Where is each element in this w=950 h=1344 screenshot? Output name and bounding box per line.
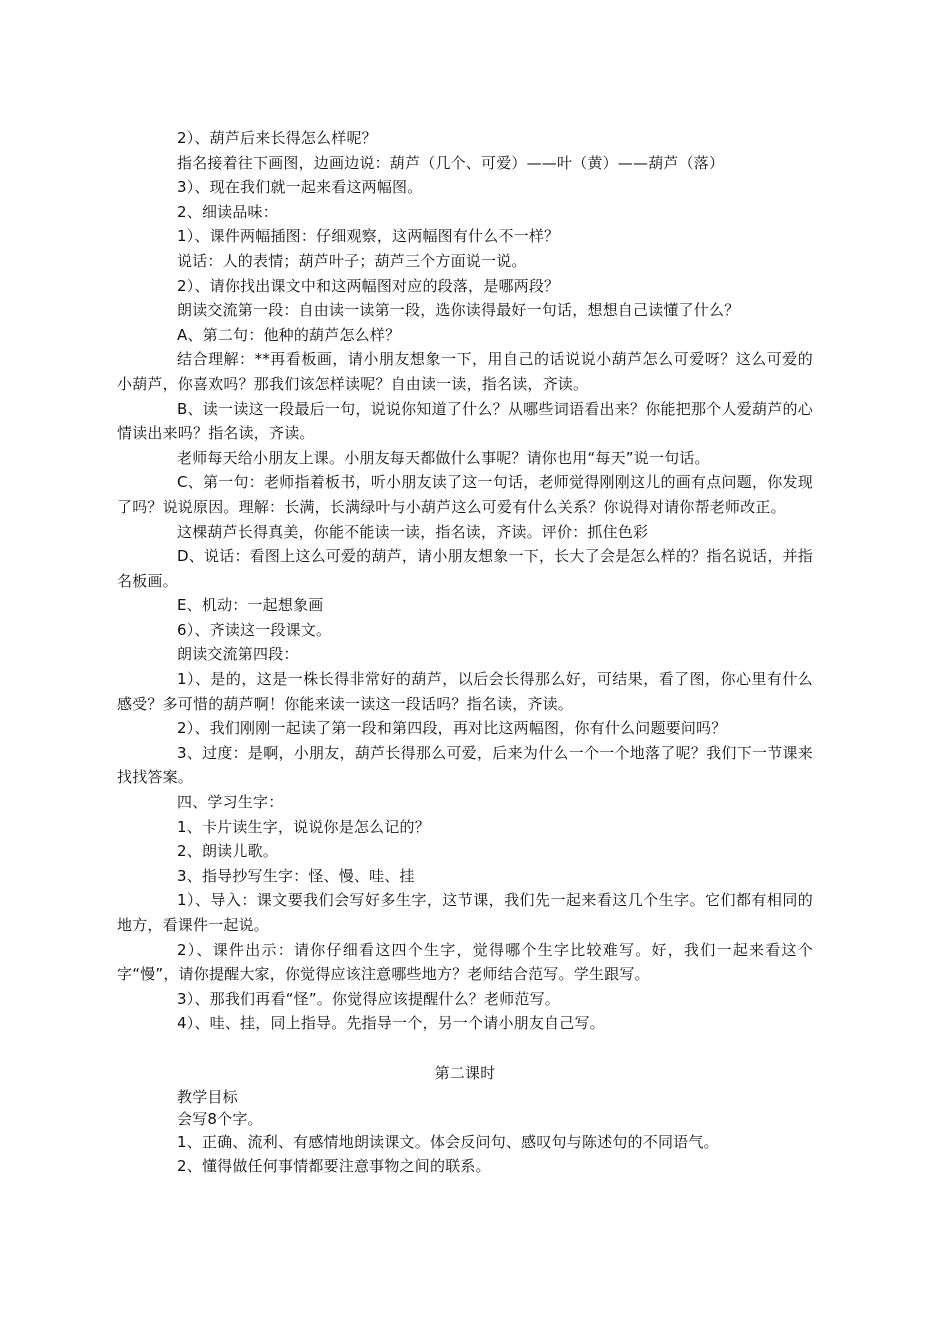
paragraph: 2、朗读儿歌。 xyxy=(177,842,278,861)
paragraph: 3、指导抄写生字：怪、慢、哇、挂 xyxy=(177,866,415,885)
paragraph: 会写8个字。 xyxy=(177,1109,263,1128)
paragraph: 教学目标 xyxy=(177,1087,238,1106)
paragraph: C、第一句：老师指着板书，听小朋友读了这一句话，老师觉得刚刚这儿的画有点问题，你发现了吗？说说原因。理解：长满，长满绿叶与小葫芦这么可爱有什么关系？你说得对请你帮老师改正。 xyxy=(117,473,813,516)
paragraph: 1）、是的，这是一株长得非常好的葫芦，以后会长得那么好，可结果，看了图，你心里有什么感受？多可惜的葫芦啊！你能来读一读这一段话吗？指名读，齐读。 xyxy=(117,670,813,713)
paragraph: D、说话：看图上这么可爱的葫芦，请小朋友想象一下，长大了会是怎么样的？指名说话，并指名板画。 xyxy=(117,547,813,590)
paragraph: 2）、课件出示：请你仔细看这四个生字，觉得哪个生字比较难写。好，我们一起来看这个字“慢”，请你提醒大家，你觉得应该注意哪些地方？老师结合范写。学生跟写。 xyxy=(117,940,813,984)
paragraph: 3）、那我们再看“怪”。你觉得应该提醒什么？老师范写。 xyxy=(177,989,560,1008)
paragraph: 四、学习生字： xyxy=(177,793,284,812)
paragraph: 3）、现在我们就一起来看这两幅图。 xyxy=(177,178,423,197)
paragraph: 2）、葫芦后来长得怎么样呢？ xyxy=(177,129,377,147)
paragraph: 老师每天给小朋友上课。小朋友每天都做什么事呢？请你也用“每天”说一句话。 xyxy=(177,448,710,467)
paragraph: 1、卡片读生字，说说你是怎么记的？ xyxy=(177,817,430,836)
section-heading: 第二课时 xyxy=(434,1063,496,1082)
paragraph: 1）、课件两幅插图：仔细观察，这两幅图有什么不一样？ xyxy=(177,227,560,246)
paragraph: 3、过度：是啊，小朋友，葫芦长得那么可爱，后来为什么一个一个地落了呢？我们下一节课来找找答案。 xyxy=(117,743,813,787)
paragraph: 说话：人的表情；葫芦叶子；葫芦三个方面说一说。 xyxy=(177,251,527,270)
paragraph: 2、细读品味： xyxy=(177,202,278,221)
paragraph: 1、正确、流利、有感情地朗读课文。体会反问句、感叹句与陈述句的不同语气。 xyxy=(177,1132,719,1151)
paragraph: 2）、我们刚刚一起读了第一段和第四段，再对比这两幅图，你有什么问题要问吗？ xyxy=(177,719,727,738)
paragraph: E、机动：一起想象画 xyxy=(177,596,324,615)
paragraph: 1）、导入：课文要我们会写好多生字，这节课，我们先一起来看这几个生字。它们都有相同的地方，看课件一起说。 xyxy=(117,891,813,934)
paragraph: 2）、请你找出课文中和这两幅图对应的段落，是哪两段？ xyxy=(177,276,560,295)
paragraph: 4）、哇、挂，同上指导。先指导一个，另一个请小朋友自己写。 xyxy=(177,1014,605,1033)
paragraph: 指名接着往下画图，边画边说：葫芦（几个、可爱）——叶（黄）——葫芦（落） xyxy=(177,153,725,172)
paragraph: 这棵葫芦长得真美，你能不能读一读，指名读，齐读。评价：抓住色彩 xyxy=(177,522,649,541)
paragraph: A、第二句：他种的葫芦怎么样？ xyxy=(177,325,401,344)
paragraph: 2、懂得做任何事情都要注意事物之间的联系。 xyxy=(177,1157,491,1176)
paragraph: 朗读交流第四段： xyxy=(177,645,299,664)
paragraph: 6）、齐读这一段课文。 xyxy=(177,620,332,639)
paragraph: 朗读交流第一段：自由读一读第一段，选你读得最好一句话，想想自己读懂了什么？ xyxy=(177,301,740,320)
paragraph: B、读一读这一段最后一句，说说你知道了什么？从哪些词语看出来？你能把那个人爱葫芦的心情读出来吗？指名读，齐读。 xyxy=(117,399,813,443)
document-body xyxy=(117,126,813,1179)
paragraph: 结合理解：**再看板画，请小朋友想象一下，用自己的话说说小葫芦怎么可爱呀？这么可爱的小葫芦，你喜欢吗？那我们该怎样读呢？自由读一读，指名读，齐读。 xyxy=(117,350,813,393)
